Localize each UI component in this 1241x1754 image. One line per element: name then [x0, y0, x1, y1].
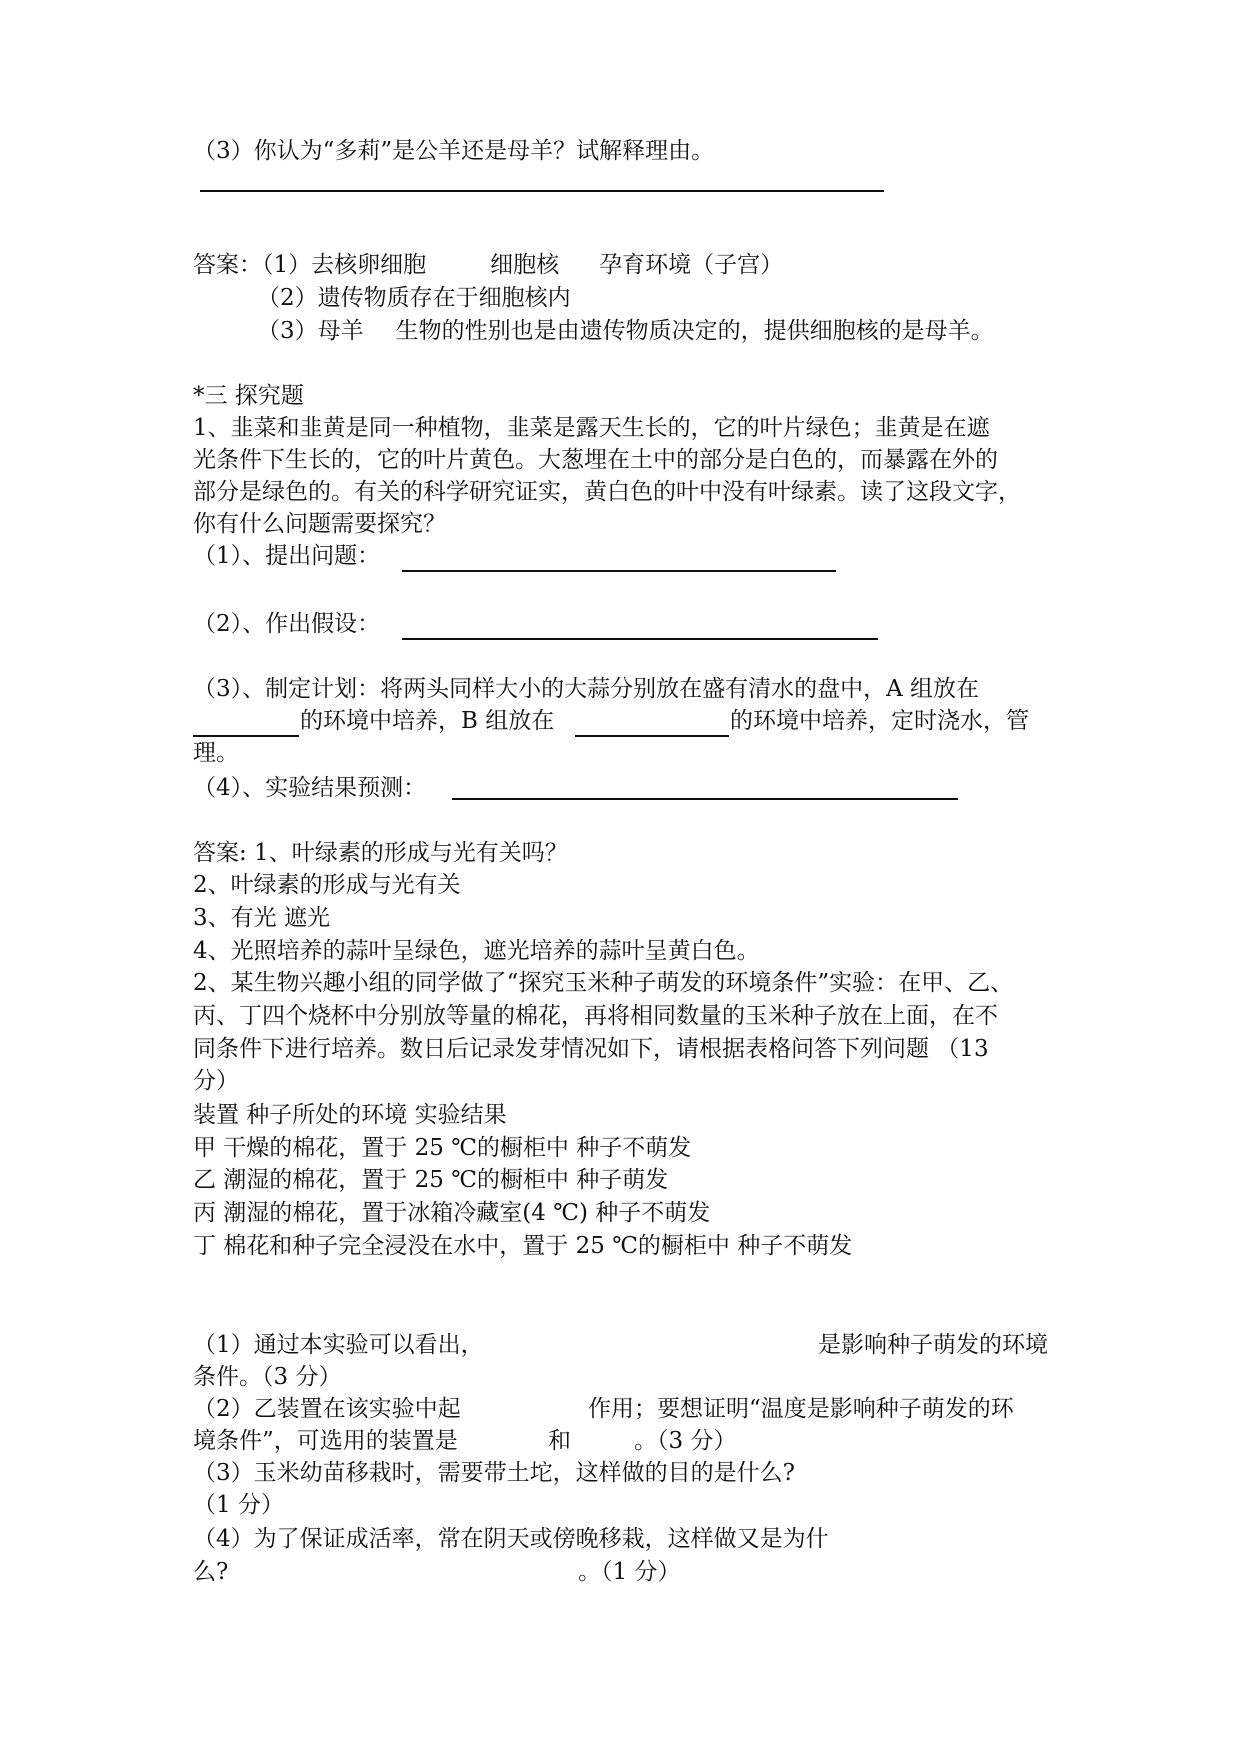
sub4-line2a: 么? [193, 1559, 229, 1585]
sub1-line1a: （1）通过本实验可以看出， [193, 1332, 484, 1358]
answer-blank-line [200, 190, 884, 192]
q1-text-line: 1、韭菜和韭黄是同一种植物，韭菜是露天生长的，它的叶片绿色；韭黄是在遮 [193, 415, 990, 441]
answer2-line: 2、叶绿素的形成与光有关 [193, 872, 461, 898]
sub3-line1: （3）玉米幼苗移栽时，需要带土坨，这样做的目的是什么? [193, 1460, 795, 1486]
blank-line [402, 638, 878, 640]
q2-text-line: 同条件下进行培养。数日后记录发芽情况如下，请根据表格问答下列问题 （13 [193, 1036, 989, 1062]
sub4-line1: （4）为了保证成活率，常在阴天或傍晚移栽，这样做又是为什 [193, 1526, 829, 1552]
answer2-line: 4、光照培养的蒜叶呈绿色，遮光培养的蒜叶呈黄白色。 [193, 938, 760, 964]
q1-sub3-line2b: 的环境中培养，定时浇水，管 [730, 708, 1029, 734]
q2-text-line: 分） [193, 1068, 239, 1094]
sub4-line2b: 。（1 分） [578, 1559, 681, 1585]
answer2-line: 3、有光 遮光 [193, 905, 330, 931]
answer1-line3: （3）母羊 生物的性别也是由遗传物质决定的，提供细胞核的是母羊。 [257, 318, 994, 344]
blank-line [193, 735, 299, 737]
table-header: 装置 种子所处的环境 实验结果 [193, 1102, 507, 1128]
sub3-line2: （1 分） [193, 1492, 284, 1518]
q3-prompt: （3）你认为“多莉”是公羊还是母羊？试解释理由。 [193, 138, 715, 164]
sub2-line1a: （2）乙装置在该实验中起 [193, 1396, 461, 1422]
q1-sub3-line1: （3）、制定计划：将两头同样大小的大蒜分别放在盛有清水的盘中，A 组放在 [193, 676, 980, 702]
table-row: 丙 潮湿的棉花，置于冰箱冷藏室(4 ℃) 种子不萌发 [193, 1200, 711, 1226]
table-row: 甲 干燥的棉花，置于 25 ℃的橱柜中 种子不萌发 [193, 1135, 692, 1161]
blank-line [402, 570, 836, 572]
blank-line [575, 735, 729, 737]
table-row: 丁 棉花和种子完全浸没在水中，置于 25 ℃的橱柜中 种子不萌发 [193, 1233, 853, 1259]
answer1-line1: 答案：（1）去核卵细胞 细胞核 孕育环境（子宫） [193, 252, 784, 278]
section-title: *三 探究题 [193, 383, 304, 409]
q1-sub1: （1）、提出问题： [193, 543, 381, 569]
q1-text-line: 你有什么问题需要探究？ [193, 511, 446, 537]
answer-label: 答案： [193, 252, 262, 278]
q1-text-line: 部分是绿色的。有关的科学研究证实，黄白色的叶中没有叶绿素。读了这段文字， [193, 479, 1021, 505]
blank-line [452, 798, 958, 800]
sub2-line2b: 和 [548, 1428, 571, 1454]
q1-sub3-line2a: 的环境中培养，B 组放在 [300, 708, 555, 734]
answer2-line: 答案: 1、叶绿素的形成与光有关吗？ [193, 840, 568, 866]
q1-sub4: （4）、实验结果预测： [193, 775, 427, 801]
answer1-line2: （2）遗传物质存在于细胞核内 [257, 285, 571, 311]
sub2-line2c: 。（3 分） [634, 1428, 737, 1454]
q2-text-line: 丙、丁四个烧杯中分别放等量的棉花，再将相同数量的玉米种子放在上面，在不 [193, 1003, 998, 1029]
q1-text-line: 光条件下生长的，它的叶片黄色。大葱埋在土中的部分是白色的，而暴露在外的 [193, 447, 998, 473]
sub1-line2: 条件。（3 分） [193, 1364, 342, 1390]
q1-sub3-line3: 理。 [193, 740, 239, 766]
table-row: 乙 潮湿的棉花，置于 25 ℃的橱柜中 种子萌发 [193, 1167, 669, 1193]
q1-sub2: （2）、作出假设： [193, 611, 381, 637]
q2-text-line: 2、某生物兴趣小组的同学做了“探究玉米种子萌发的环境条件”实验：在甲、乙、 [193, 970, 1014, 996]
sub2-line1b: 作用；要想证明“温度是影响种子萌发的环 [588, 1396, 1014, 1422]
sub2-line2a: 境条件”，可选用的装置是 [193, 1428, 458, 1454]
sub1-line1b: 是影响种子萌发的环境 [818, 1332, 1048, 1358]
